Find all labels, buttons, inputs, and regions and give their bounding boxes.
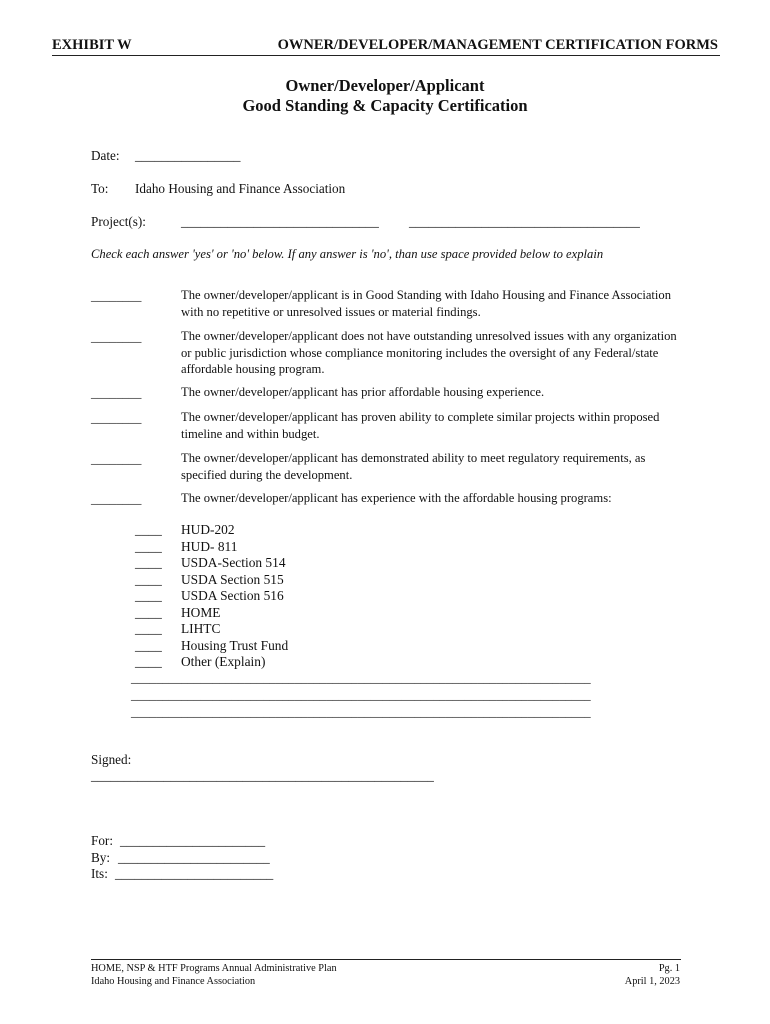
program-label-usda-516: USDA Section 516 [181,588,284,603]
program-blank[interactable]: ____ [135,621,162,636]
program-label-housing-trust-fund: Housing Trust Fund [181,638,289,653]
to-label: To: [91,181,109,196]
explain-line[interactable]: _________________________________________________________________________ [131,671,591,685]
program-blank[interactable]: ____ [135,572,162,587]
form-title-line1: Owner/Developer/Applicant [285,76,485,95]
statement-proven-ability: The owner/developer/applicant has proven ability to complete similar projects within proposed timeline and within budget. [181,410,660,441]
program-label-lihtc: LIHTC [181,621,221,636]
projects-field-2[interactable]: ___________________________________ [409,214,640,229]
answer-blank[interactable]: ________ [91,386,142,400]
date-field[interactable]: ________________ [135,148,241,163]
program-blank[interactable]: ____ [135,555,162,570]
statement-regulatory: The owner/developer/applicant has demonstrated ability to meet regulatory requirements, as specified during the development. [181,451,646,482]
program-label-hud-202: HUD-202 [181,522,235,537]
program-label-usda-514: USDA-Section 514 [181,555,286,570]
for-label: For: [91,833,113,848]
answer-blank[interactable]: ________ [91,289,142,303]
statement-good-standing: The owner/developer/applicant is in Good Standing with Idaho Housing and Finance Association with no repetitive or unresolved issues or material findings. [181,288,672,319]
footer-rule [91,959,681,960]
header-rule [52,55,720,56]
explain-line[interactable]: _________________________________________________________________________ [131,688,591,702]
to-value: Idaho Housing and Finance Association [135,181,346,196]
signed-label: Signed: [91,752,132,767]
footer-plan-name: HOME, NSP & HTF Programs Annual Administrative Plan [91,963,337,974]
date-label: Date: [91,148,120,163]
answer-blank[interactable]: ________ [91,411,142,425]
program-label-hud-811: HUD- 811 [181,539,238,554]
program-blank[interactable]: ____ [135,522,162,537]
program-label-other: Other (Explain) [181,654,266,669]
program-label-home: HOME [181,605,221,620]
program-label-usda-515: USDA Section 515 [181,572,284,587]
program-blank[interactable]: ____ [135,638,162,653]
program-blank[interactable]: ____ [135,605,162,620]
signature-line[interactable]: ____________________________________________________ [91,768,434,783]
answer-blank[interactable]: ________ [91,452,142,466]
projects-label: Project(s): [91,214,146,229]
answer-blank[interactable]: ________ [91,492,142,506]
program-blank[interactable]: ____ [135,539,162,554]
footer-org-name: Idaho Housing and Finance Association [91,976,256,987]
exhibit-title: OWNER/DEVELOPER/MANAGEMENT CERTIFICATION FORMS [277,37,718,53]
projects-field-1[interactable]: ______________________________ [181,214,379,229]
statement-prior-experience: The owner/developer/applicant has prior affordable housing experience. [181,385,545,399]
page-number: Pg. 1 [658,963,680,974]
explain-line[interactable]: _________________________________________________________________________ [131,705,591,719]
by-label: By: [91,850,111,865]
form-title-line2: Good Standing & Capacity Certification [242,96,528,115]
exhibit-label: EXHIBIT W [52,37,132,53]
program-blank[interactable]: ____ [135,654,162,669]
program-blank[interactable]: ____ [135,588,162,603]
its-field[interactable]: ________________________ [115,866,274,881]
its-label: Its: [91,866,108,881]
for-field[interactable]: ______________________ [120,833,266,848]
footer-date: April 1, 2023 [624,976,680,987]
by-field[interactable]: _______________________ [118,850,270,865]
statement-program-experience: The owner/developer/applicant has experience with the affordable housing programs: [181,491,612,505]
answer-blank[interactable]: ________ [91,330,142,344]
instruction-text: Check each answer 'yes' or 'no' below. If any answer is 'no', than use space provided below to explain [91,247,604,261]
statement-no-unresolved-issues: The owner/developer/applicant does not have outstanding unresolved issues with any organization or public jurisdiction whose compliance monitoring includes the oversight of any Federal/state affordable housing program. [181,329,677,376]
